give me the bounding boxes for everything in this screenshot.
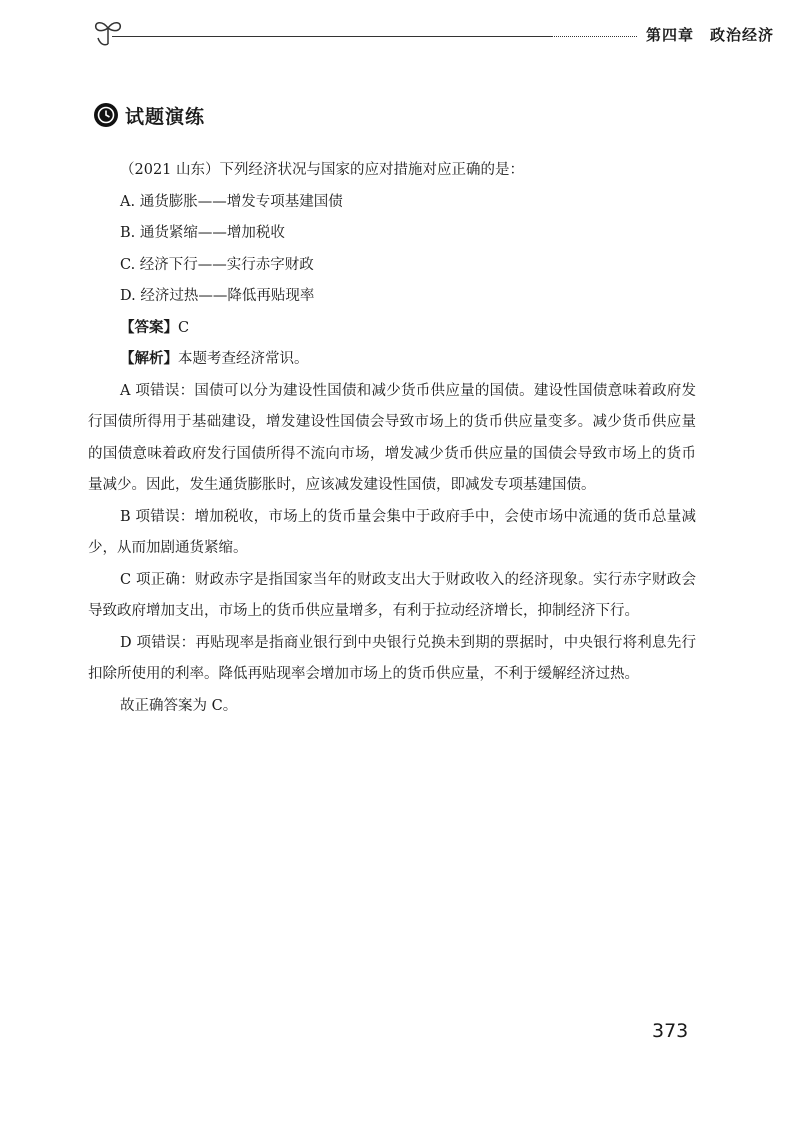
page-number: 373 (652, 1020, 689, 1042)
header-rule (112, 36, 552, 37)
option-d: D. 经济过热——降低再贴现率 (120, 288, 315, 304)
chapter-label: 第四章 (646, 26, 695, 44)
answer-value: C (178, 319, 190, 336)
question-stem: （2021 山东）下列经济状况与国家的应对措施对应正确的是： (120, 162, 525, 178)
analysis-label: 【解析】 (120, 351, 178, 367)
analysis-paragraph-d: D 项错误：再贴现率是指商业银行到中央银行兑换未到期的票据时，中央银行将利息先行扣除所使用的利率。降低再贴现率会增加市场上的货币供应量，不利于缓解经济过热。 (88, 634, 696, 682)
option-c: C. 经济下行——实行赤字财政 (120, 256, 314, 273)
question-block (88, 155, 696, 722)
conclusion: 故正确答案为 C。 (120, 697, 238, 714)
analysis-line (88, 344, 696, 376)
running-head (646, 24, 774, 45)
section-title (93, 100, 205, 130)
clock-icon (93, 102, 119, 128)
chapter-topic: 政治经济 (710, 26, 775, 44)
option-a: A. 通货膨胀——增发专项基建国债 (120, 193, 343, 210)
analysis-paragraph-c: C 项正确：财政赤字是指国家当年的财政支出大于财政收入的经济现象。实行赤字财政会导致政府增加支出，市场上的货币供应量增多，有利于拉动经济增长，抑制经济下行。 (88, 571, 696, 619)
page-header (90, 14, 775, 54)
analysis-intro: 本题考查经济常识。 (178, 351, 309, 367)
option-b: B. 通货紧缩——增加税收 (120, 225, 285, 241)
section-title-text: 试题演练 (125, 105, 206, 128)
answer-label: 【答案】 (120, 319, 178, 336)
analysis-paragraph-b: B 项错误：增加税收，市场上的货币量会集中于政府手中，会使市场中流通的货币总量减少，从而加剧通货紧缩。 (88, 508, 696, 556)
analysis-paragraph-a: A 项错误：国债可以分为建设性国债和减少货币供应量的国债。建设性国债意味着政府发行国债所得用于基础建设，增发建设性国债会导致市场上的货币供应量变多。减少货币供应量的国债意味着政府发行国债所得不流向市场，增发减少货币供应量的国债会导致市场上的货币量减少。因此，发生通货膨胀时，应该减发建设性国债，即减发专项基建国债。 (88, 382, 696, 493)
sprout-icon (90, 14, 126, 50)
answer-line (88, 313, 696, 345)
header-dashed-rule (552, 36, 637, 37)
